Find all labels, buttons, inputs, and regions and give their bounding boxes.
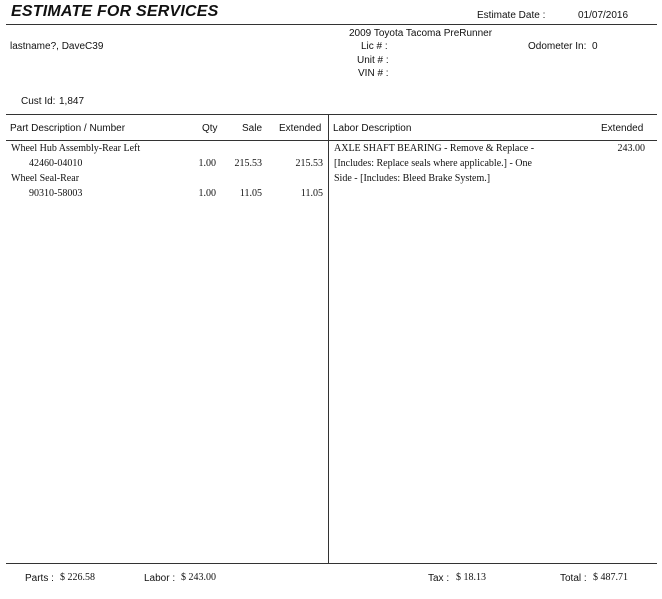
table-top-border [6, 114, 657, 115]
estimate-date-label: Estimate Date : [477, 10, 546, 21]
lic-label: Lic # : [361, 41, 388, 52]
labor-header-extended: Extended [601, 123, 644, 134]
labor-extended: 243.00 [617, 143, 645, 154]
part-description: Wheel Seal-Rear [11, 173, 80, 184]
estimate-date-value: 01/07/2016 [578, 10, 629, 21]
document-title: ESTIMATE FOR SERVICES [11, 3, 219, 20]
table-column-divider [328, 114, 329, 563]
part-sale: 11.05 [239, 188, 262, 199]
tax-label: Tax : [428, 573, 450, 584]
labor-line: Side - [Includes: Bleed Brake System.] [334, 173, 491, 184]
vin-label: VIN # : [358, 68, 389, 79]
odometer-label: Odometer In: [528, 41, 587, 52]
parts-total-value: $ 226.58 [60, 572, 95, 583]
labor-line: [Includes: Replace seals where applicable.] - One [334, 158, 532, 169]
part-number: 42460-04010 [29, 158, 83, 169]
part-qty: 1.00 [198, 158, 216, 169]
grand-total-value: $ 487.71 [593, 572, 628, 583]
part-sale: 215.53 [234, 158, 262, 169]
part-extended: 215.53 [295, 158, 323, 169]
parts-header-extended: Extended [279, 123, 322, 134]
cust-id-value: 1,847 [59, 96, 85, 107]
labor-total-value: $ 243.00 [181, 572, 216, 583]
cust-id-label: Cust Id: [21, 96, 56, 107]
tax-value: $ 18.13 [456, 572, 486, 583]
parts-header-sale: Sale [242, 123, 263, 134]
table-header-divider [6, 140, 657, 141]
labor-total-label: Labor : [144, 573, 176, 584]
parts-total-label: Parts : [25, 573, 54, 584]
part-qty: 1.00 [198, 188, 216, 199]
odometer-value: 0 [592, 41, 598, 52]
vehicle-description: 2009 Toyota Tacoma PreRunner [349, 28, 493, 39]
part-number: 90310-58003 [29, 188, 83, 199]
parts-header-description: Part Description / Number [10, 123, 126, 134]
header-divider [6, 24, 657, 25]
customer-name: lastname?, DaveC39 [10, 41, 104, 52]
labor-header-description: Labor Description [333, 123, 412, 134]
unit-label: Unit # : [357, 55, 389, 66]
grand-total-label: Total : [560, 573, 587, 584]
part-extended: 11.05 [300, 188, 323, 199]
labor-line: AXLE SHAFT BEARING - Remove & Replace - [334, 143, 535, 154]
table-bottom-border [6, 563, 657, 564]
parts-header-qty: Qty [202, 123, 218, 134]
part-description: Wheel Hub Assembly-Rear Left [11, 143, 141, 154]
